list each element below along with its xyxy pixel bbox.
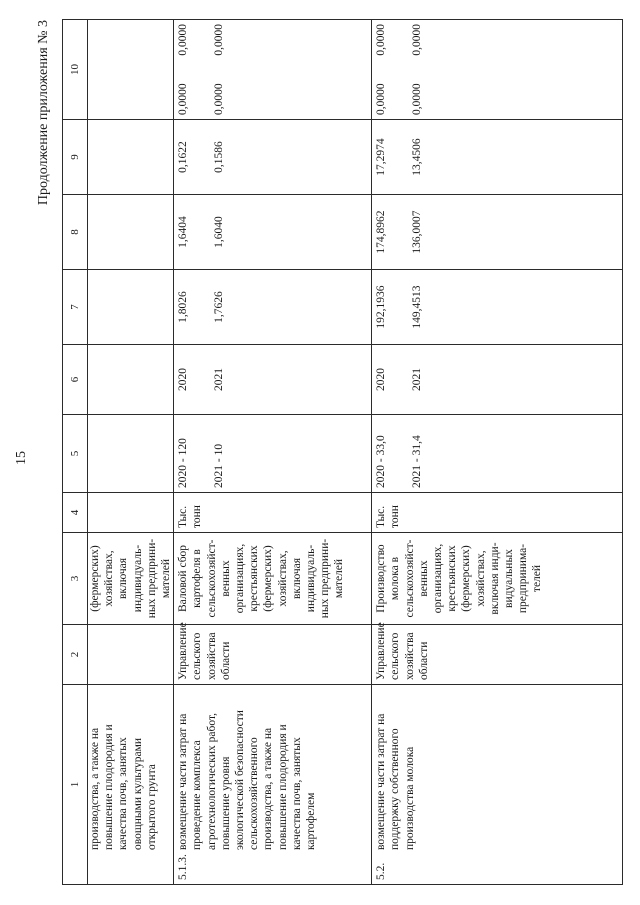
table-row [88,20,174,885]
row-description-text: возмещение части затрат на поддержку собственного производства молока [375,713,416,850]
total-a: 1,8026 [177,291,190,323]
column-number: 5 [63,415,88,493]
row-description-text: возмещение части затрат на проведение комплекса агротехнологических работ, повышение уровня экологической безопасности сельскохозяйственного производства, а также на повышение плодородия и качества почв, занятых картофелем [177,710,318,850]
other-b: 0,0000 [213,83,226,115]
year-a: 2020 [375,368,388,391]
other-d: 0,0000 [213,24,226,56]
column-number: 8 [63,195,88,270]
cell-federal [88,195,174,270]
federal-a: 174,8962 [375,210,388,254]
row-description [88,685,174,885]
appendix-table [62,19,623,885]
year-b: 2021 [213,368,226,391]
row-description [174,685,372,885]
other-a: 0,0000 [375,83,388,115]
cell-target [88,415,174,493]
cell-target [174,415,372,493]
total-b: 149,4513 [411,285,424,329]
page-subtitle: Продолжение приложения № 3 [36,20,51,206]
regional-b: 0,1586 [213,141,226,173]
other-d: 0,0000 [411,24,424,56]
table-row [372,20,623,885]
cell-unit: Тыс. тонн [174,493,372,533]
column-number: 3 [63,533,88,625]
cell-total [174,270,372,345]
column-number: 1 [63,685,88,885]
other-a: 0,0000 [177,83,190,115]
federal-b: 1,6040 [213,216,226,248]
cell-indicator: Валовой сбор картофеля в сельскохозяйст-венных организациях, крестьянских (фермерских) хозяйствах, включая индивидуаль-ных предприни-мателей [174,533,372,625]
cell-federal [372,195,623,270]
page-number: 15 [14,451,29,465]
federal-a: 1,6404 [177,216,190,248]
cell-total [88,270,174,345]
target-2020: 2020 - 120 [177,438,190,488]
other-b: 0,0000 [411,83,424,115]
other-c: 0,0000 [375,24,388,56]
total-b: 1,7626 [213,291,226,323]
total-a: 192,1936 [375,285,388,329]
cell-federal [174,195,372,270]
target-2021: 2021 - 10 [213,443,226,488]
cell-executor [88,625,174,685]
regional-a: 17,2974 [375,138,388,176]
cell-target [372,415,623,493]
row-description [372,685,623,885]
cell-executor: Управление сельского хозяйства области [372,625,623,685]
cell-other [372,20,623,120]
column-number: 9 [63,120,88,195]
cell-unit [88,493,174,533]
column-number: 4 [63,493,88,533]
row-index: 5.2. [375,862,388,880]
target-2020: 2020 - 33,0 [375,435,388,488]
year-b: 2021 [411,368,424,391]
cell-executor: Управление сельского хозяйства области [174,625,372,685]
column-number-row [63,20,88,885]
cell-year [88,345,174,415]
cell-total [372,270,623,345]
row-index: 5.1.3. [177,854,190,880]
cell-unit: Тыс. тонн [372,493,623,533]
column-number: 10 [63,20,88,120]
row-description-text: производства, а также на повышение плодородия и качества почв, занятых овощными культурами открытого грунта [89,724,158,850]
cell-other [88,20,174,120]
cell-other [174,20,372,120]
column-number: 6 [63,345,88,415]
year-a: 2020 [177,368,190,391]
table-row [174,20,372,885]
cell-indicator: (фермерских) хозяйствах, включая индивидуаль-ных предприни-мателей [88,533,174,625]
regional-b: 13,4506 [411,138,424,176]
cell-regional [174,120,372,195]
cell-year [174,345,372,415]
column-number: 7 [63,270,88,345]
cell-indicator: Производство молока в сельскохозяйст-венных организациях, крестьянских (фермерских) хозяйствах, включая инди-видуальных предпринима-телей [372,533,623,625]
target-2021: 2021 - 31,4 [411,435,424,488]
cell-regional [372,120,623,195]
federal-b: 136,0007 [411,210,424,254]
column-number: 2 [63,625,88,685]
other-c: 0,0000 [177,24,190,56]
cell-regional [88,120,174,195]
cell-year [372,345,623,415]
regional-a: 0,1622 [177,141,190,173]
